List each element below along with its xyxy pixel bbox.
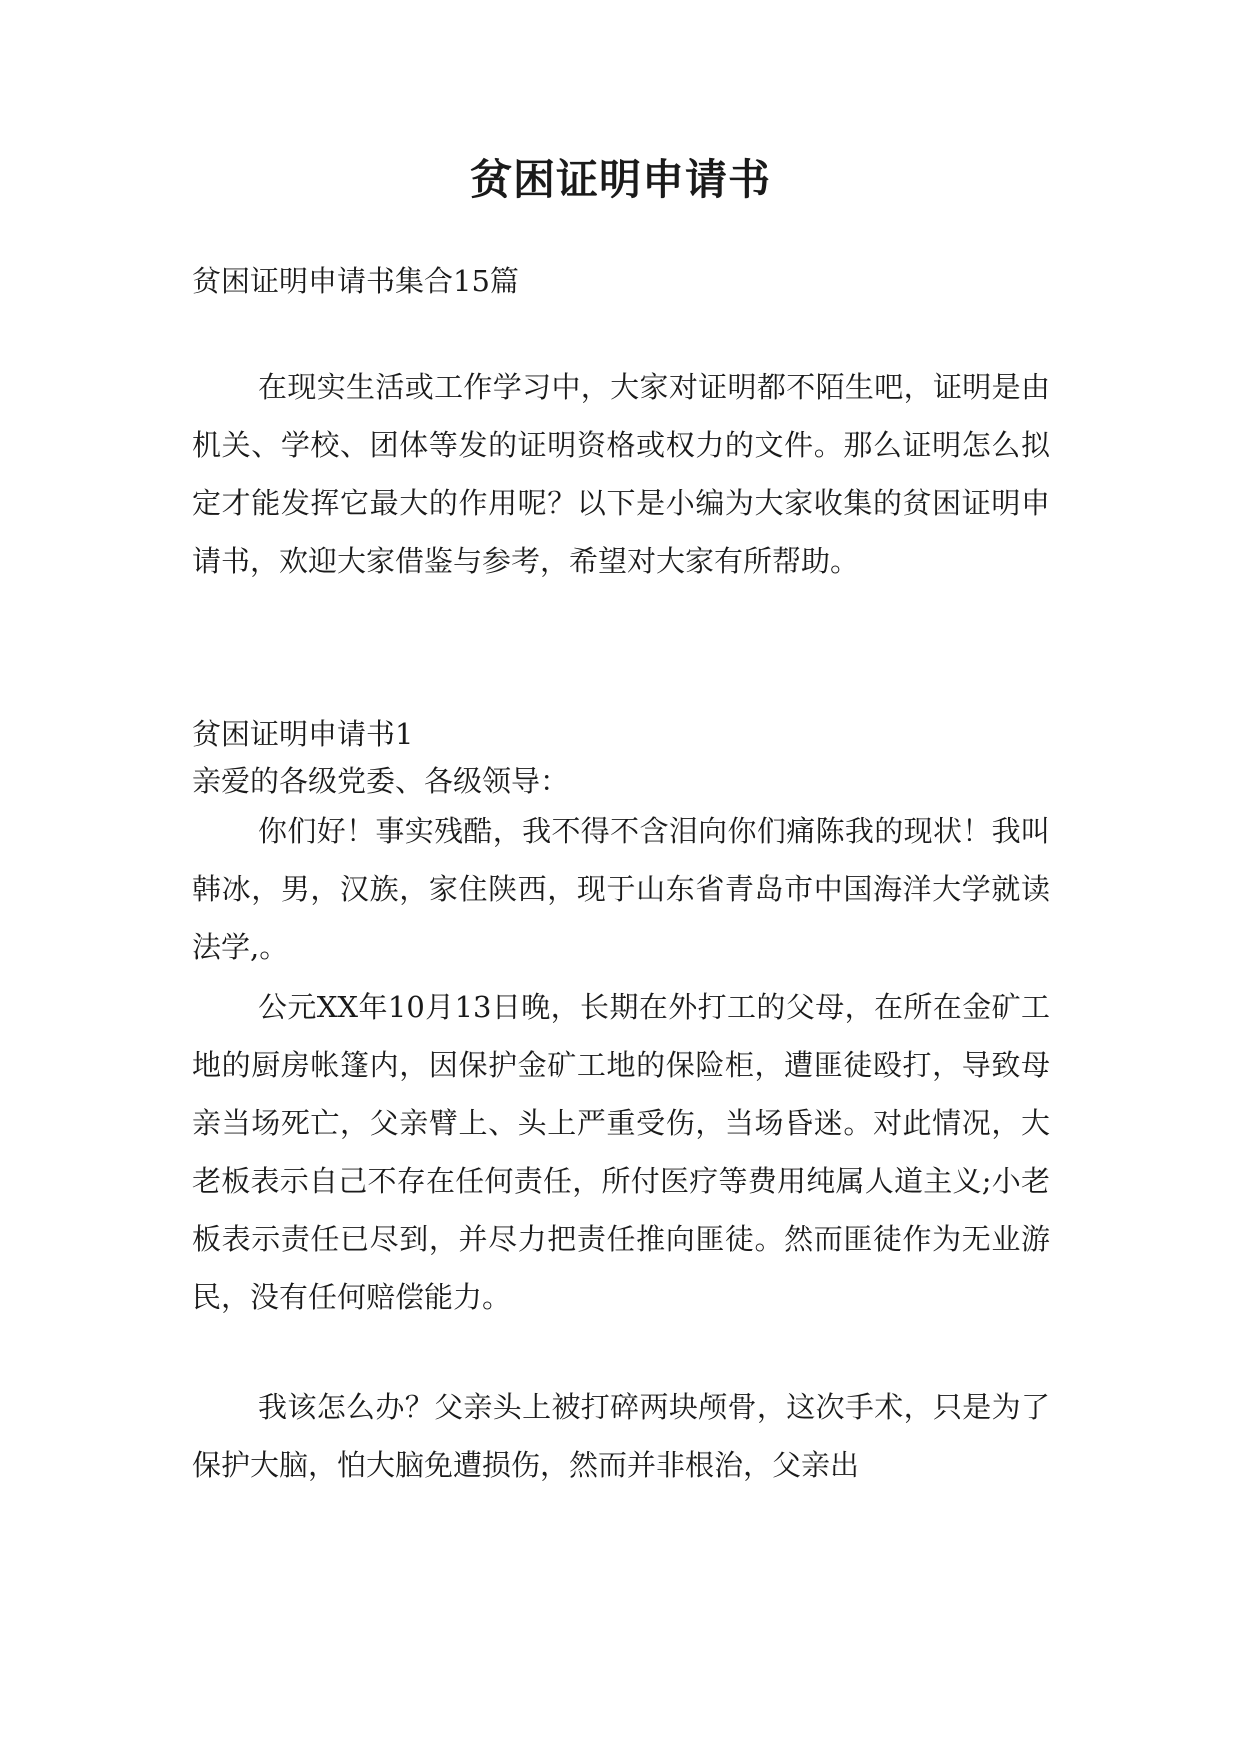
document-subtitle: 贫困证明申请书集合15篇 bbox=[192, 264, 519, 298]
body-paragraph-2: 公元XX年10月13日晚，长期在外打工的父母，在所在金矿工地的厨房帐篷内，因保护金矿工地的保险柜，遭匪徒殴打，导致母亲当场死亡，父亲臂上、头上严重受伤，当场昏迷。对此情况，大老板表示自己不存在任何责任，所付医疗等费用纯属人道主义;小老板表示责任已尽到，并尽力把责任推向匪徒。然而匪徒作为无业游民，没有任何赔偿能力。 bbox=[192, 990, 1050, 1314]
body-paragraph-3: 我该怎么办？父亲头上被打碎两块颅骨，这次手术，只是为了保护大脑，怕大脑免遭损伤，然而并非根治，父亲出 bbox=[192, 1390, 1050, 1482]
intro-paragraph: 在现实生活或工作学习中，大家对证明都不陌生吧，证明是由机关、学校、团体等发的证明资格或权力的文件。那么证明怎么拟定才能发挥它最大的作用呢？以下是小编为大家收集的贫困证明申请书，欢迎大家借鉴与参考，希望对大家有所帮助。 bbox=[192, 370, 1050, 578]
document-title: 贫困证明申请书 bbox=[469, 155, 771, 204]
body-paragraph-1: 你们好！事实残酷，我不得不含泪向你们痛陈我的现状！我叫韩冰，男，汉族，家住陕西，现于山东省青岛市中国海洋大学就读法学,。 bbox=[192, 814, 1050, 964]
salutation: 亲爱的各级党委、各级领导： bbox=[192, 764, 570, 798]
section-heading: 贫困证明申请书1 bbox=[192, 717, 414, 751]
